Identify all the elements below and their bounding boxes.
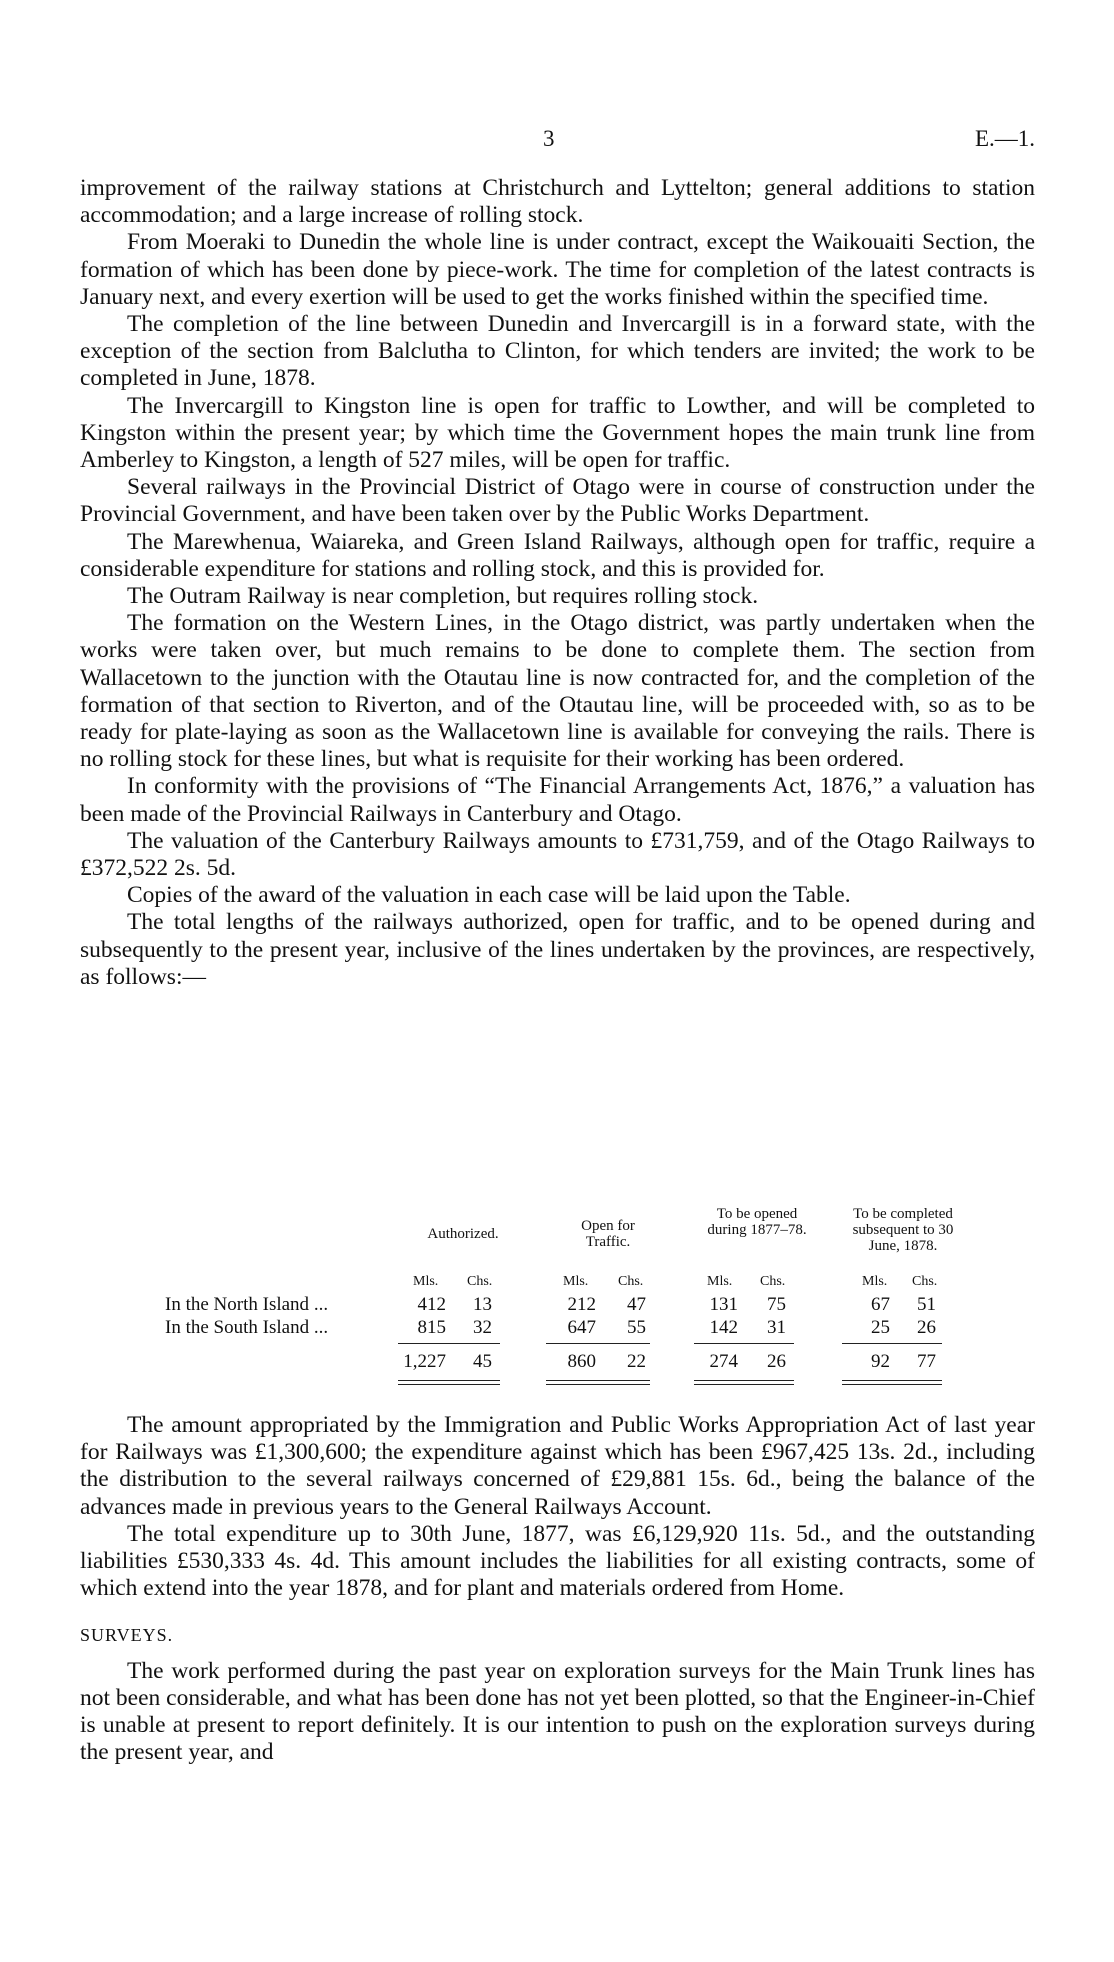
table-cell: 55 (627, 1317, 646, 1338)
table-cell: 647 (567, 1317, 596, 1338)
paragraph: The Invercargill to Kingston line is open for traffic to Lowther, and will be completed to Kingston within the present year; by which time the Government hopes the main trunk line from Amberley to Kingston, a length of 527 miles, will be open for traffic. (80, 392, 1035, 474)
paragraph: The completion of the line between Dunedin and Invercargill is in a forward state, with the exception of the section from Balclutha to Clinton, for which tenders are invited; the work to be completed in June, 1878. (80, 311, 1035, 392)
unit-header-chs: Chs. (912, 1274, 938, 1289)
table-cell: 412 (417, 1294, 446, 1315)
column-header-to-be-completed: To be completed subsequent to 30 June, 1878. (852, 1206, 954, 1254)
table-rule (842, 1343, 942, 1344)
table-cell: 51 (917, 1294, 936, 1315)
paragraph: The amount appropriated by the Immigration and Public Works Appropriation Act of last year for Railways was £1,300,600; the expenditure against which has been £967,425 13s. 2d., including the distribution to the several railways concerned of £29,881 15s. 6d., being the balance of the advances made in previous years to the General Railways Account. (80, 1412, 1035, 1520)
page-number: 3 (543, 126, 555, 151)
table-cell: 47 (627, 1294, 646, 1315)
paragraph: The Outram Railway is near completion, but requires rolling stock. (127, 583, 759, 610)
table-cell: 212 (567, 1294, 596, 1315)
unit-header-mls: Mls. (563, 1274, 589, 1289)
table-rule (398, 1380, 500, 1381)
column-header-to-be-opened: To be opened during 1877–78. (707, 1206, 807, 1238)
paragraph: In conformity with the provisions of “The Financial Arrangements Act, 1876,” a valuation has been made of the Provincial Railways in Canterbury and Otago. (80, 773, 1035, 827)
railway-lengths-table (80, 1198, 1035, 1393)
table-rule (398, 1343, 500, 1344)
table-rule (546, 1384, 650, 1385)
table-total-cell: 1,227 (403, 1351, 446, 1372)
paragraph: The total lengths of the railways authorized, open for traffic, and to be opened during and subsequently to the present year, inclusive of the lines undertaken by the provinces, are respectively, as follows:— (80, 909, 1035, 990)
table-rule (398, 1384, 500, 1385)
table-cell: 26 (917, 1317, 936, 1338)
section-title-surveys: SURVEYS. (80, 1625, 174, 1646)
unit-header-mls: Mls. (862, 1274, 888, 1289)
paragraph: The work performed during the past year on exploration surveys for the Main Trunk lines has not been considerable, and what has been done has not yet been plotted, so that the Engineer-in-Chief is unable at present to report definitely. It is our intention to push on the exploration surveys during the present year, and (80, 1657, 1035, 1766)
unit-header-chs: Chs. (618, 1274, 644, 1289)
document-reference: E.—1. (974, 126, 1035, 151)
paragraph: Several railways in the Provincial District of Otago were in course of construction under the Provincial Government, and have been taken over by the Public Works Department. (80, 474, 1035, 528)
paragraph: The formation on the Western Lines, in the Otago district, was partly undertaken when the works were taken over, but much remains to be done to complete them. The section from Wallacetown to the junction with the Otautau line is now contracted for, and the completion of the formation of that section to Riverton, and of the Otautau line, will be proceeded with, so as to be ready for plate-laying as soon as the Wallacetown line is available for conveying the rails. There is no rolling stock for these lines, but what is requisite for their working has been ordered. (80, 610, 1035, 773)
table-rule (842, 1384, 942, 1385)
table-rule (842, 1380, 942, 1381)
column-header-open-for-traffic: Open for Traffic. (581, 1218, 635, 1250)
unit-header-mls: Mls. (707, 1274, 733, 1289)
paragraph: improvement of the railway stations at Christchurch and Lyttelton; general additions to station accommodation; and a large increase of rolling stock. (80, 175, 1035, 229)
paragraph: The total expenditure up to 30th June, 1877, was £6,129,920 11s. 5d., and the outstanding liabilities £530,333 4s. 4d. This amount includes the liabilities for all existing contracts, some of which extend into the year 1878, and for plant and materials ordered from Home. (80, 1520, 1035, 1602)
table-cell: 25 (871, 1317, 890, 1338)
table-cell: 815 (417, 1317, 446, 1338)
unit-header-mls: Mls. (413, 1274, 439, 1289)
table-cell: 32 (473, 1317, 492, 1338)
document-page (80, 0, 1035, 1962)
table-cell: 31 (767, 1317, 786, 1338)
table-rule (694, 1384, 794, 1385)
table-cell: 13 (473, 1294, 492, 1315)
table-total-cell: 26 (767, 1351, 786, 1372)
table-total-cell: 92 (871, 1351, 890, 1372)
table-total-cell: 45 (473, 1351, 492, 1372)
table-row-label: In the North Island ... (165, 1294, 329, 1315)
page-header (80, 126, 1035, 156)
paragraph: The valuation of the Canterbury Railways amounts to £731,759, and of the Otago Railways to £372,522 2s. 5d. (80, 827, 1035, 882)
paragraph: From Moeraki to Dunedin the whole line is under contract, except the Waikouaiti Section, the formation of which has been done by piece-work. The time for completion of the latest contracts is January next, and every exertion will be used to get the works finished within the specified time. (80, 229, 1035, 310)
unit-header-chs: Chs. (467, 1274, 493, 1289)
table-row-label: In the South Island ... (165, 1317, 329, 1338)
unit-header-chs: Chs. (760, 1274, 786, 1289)
body-text-bottom (80, 1412, 1035, 1766)
table-rule (546, 1343, 650, 1344)
table-total-cell: 274 (709, 1351, 738, 1372)
table-rule (694, 1380, 794, 1381)
table-rule (694, 1343, 794, 1344)
table-total-cell: 77 (917, 1351, 936, 1372)
paragraph: The Marewhenua, Waiareka, and Green Island Railways, although open for traffic, require a considerable expenditure for stations and rolling stock, and this is provided for. (80, 528, 1035, 582)
column-header-authorized: Authorized. (427, 1226, 499, 1242)
table-cell: 75 (767, 1294, 786, 1315)
table-rule (546, 1380, 650, 1381)
table-cell: 131 (709, 1294, 738, 1315)
paragraph: Copies of the award of the valuation in each case will be laid upon the Table. (127, 882, 851, 909)
table-total-cell: 22 (627, 1351, 646, 1372)
table-total-cell: 860 (567, 1351, 596, 1372)
body-text-top (80, 175, 1035, 991)
table-cell: 142 (709, 1317, 738, 1338)
table-cell: 67 (871, 1294, 890, 1315)
